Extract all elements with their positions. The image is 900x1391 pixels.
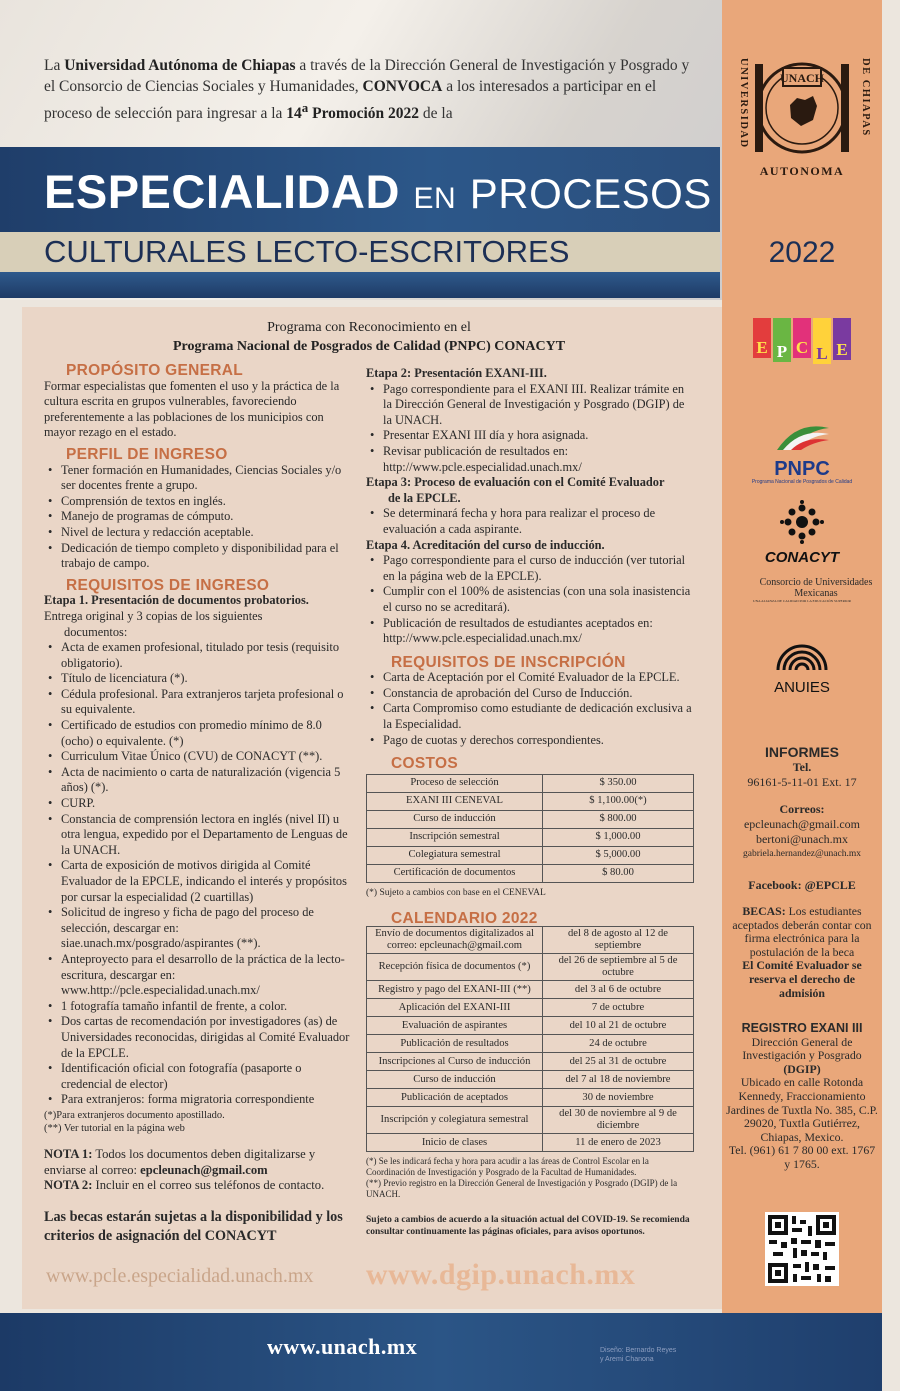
list-item: • Pago de cuotas y derechos correspondientes. <box>366 733 694 749</box>
footer-band <box>0 1313 882 1391</box>
list-item: • Revisar publicación de resultados en: http://www.pcle.especialidad.unach.mx/ <box>366 444 694 475</box>
list-item: • Identificación oficial con fotografía (pasaporte o credencial de elector) <box>44 1061 350 1092</box>
epcle-letter: C <box>793 318 811 358</box>
table-row: Proceso de selección $ 350.00 <box>367 774 694 792</box>
list-item: • Cédula profesional. Para extranjeros tarjeta profesional o su equivalente. <box>44 687 350 718</box>
table-row: Inscripción semestral $ 1,000.00 <box>367 828 694 846</box>
table-row: Curso de inducción del 7 al 18 de noviembre <box>367 1071 694 1089</box>
perfil-title: PERFIL DE INGRESO <box>66 445 228 463</box>
left-column <box>44 363 350 1246</box>
list-item: • Acta de examen profesional, titulado por tesis (requisito obligatorio). <box>44 640 350 671</box>
epcle-logo <box>726 318 878 364</box>
list-item: • Para extranjeros: forma migratoria correspondiente <box>44 1092 350 1108</box>
perfil-list <box>44 463 350 572</box>
etapa1-title: Etapa 1. Presentación de documentos probatorios. <box>44 593 309 608</box>
unach-logo <box>735 50 875 185</box>
calendario-note-2: (**) Previo registro en la Dirección General de Investigación y Posgrado (DGIP) de la UNACH. <box>366 1178 678 1200</box>
programa-reconocimiento: Programa con Reconocimiento en el Programa Nacional de Posgrados de Calidad (PNPC) CONACYT <box>172 320 566 354</box>
email-link[interactable]: bertoni@unach.mx <box>755 832 849 846</box>
requisitos-title: REQUISITOS DE INGRESO <box>66 576 270 594</box>
informes-section: INFORMES Tel. 96161-5-11-01 Ext. 17 Correos: epcleunach@gmail.com bertoni@unach.mx gabriela.hernandez@unach.mx Facebook: @EPCLE <box>726 745 878 893</box>
note-apostillado: (*)Para extranjeros documento apostillado. <box>44 1109 225 1121</box>
becas-section: BECAS: Los estudiantes aceptados deberán contar con firma electrónica para la postulación de la beca El Comité Evaluador se reserva el derecho de admisión <box>732 904 872 1000</box>
list-item: • Cumplir con el 100% de asistencias (con una sola inasistencia el curso no se acreditará). <box>366 584 694 615</box>
table-row: Publicación de resultados 24 de octubre <box>367 1035 694 1053</box>
title-band-bottom <box>0 272 720 298</box>
design-credit: Diseño: Bernardo Reyes y Aremi Chanona <box>600 1347 677 1363</box>
calendario-note-1: (*) Se les indicará fecha y hora para acudir a las áreas de Control Escolar en la Coordinación de Investigación y Posgrado de la Facultad de Humanidades. <box>366 1156 649 1178</box>
calendario-title: CALENDARIO 2022 <box>391 909 538 927</box>
list-item: • Carta de Aceptación por el Comité Evaluador de la EPCLE. <box>366 670 694 686</box>
epcle-letter: E <box>753 318 771 358</box>
costos-note: (*) Sujeto a cambios con base en el CENEVAL <box>366 887 546 898</box>
etapa3-title-2: de la EPCLE. <box>388 490 461 505</box>
proposito-title: PROPÓSITO GENERAL <box>66 362 244 379</box>
etapa3-title: Etapa 3: Proceso de evaluación con el Comité Evaluador <box>366 475 665 490</box>
list-item: • Curriculum Vitae Único (CVU) de CONACYT (**). <box>44 749 350 765</box>
anuies-logo: ANUIES <box>726 630 878 696</box>
list-item: • Acta de nacimiento o carta de naturalización (vigencia 5 años) (*). <box>44 765 350 796</box>
list-item: • Tener formación en Humanidades, Ciencias Sociales y/o ser docentes frente a grupo. <box>44 463 350 494</box>
table-row: Inscripción y colegiatura semestral del 30 de noviembre al 9 de diciembre <box>367 1107 694 1134</box>
list-item: • 1 fotografía tamaño infantil de frente, a color. <box>44 999 350 1015</box>
list-item: • Constancia de aprobación del Curso de Inducción. <box>366 686 694 702</box>
costos-table <box>366 774 694 883</box>
epcle-letter: E <box>833 318 851 360</box>
list-item: • Se determinará fecha y hora para realizar el proceso de evaluación a cada aspirante. <box>366 506 694 537</box>
list-item: • Presentar EXANI III día y hora asignada. <box>366 428 694 444</box>
costos-title: COSTOS <box>391 755 458 773</box>
anuies-arcs-icon <box>772 630 832 674</box>
nota-1: NOTA 1: Todos los documentos deben digitalizarse y enviarse al correo: epcleunach@gmail.com <box>44 1146 316 1177</box>
right-column <box>366 366 694 1238</box>
epcle-letter: L <box>813 318 831 364</box>
qr-code-icon[interactable] <box>765 1212 839 1286</box>
becas-message: Las becas estarán sujetas a la disponibilidad y los criterios de asignación del CONACYT <box>44 1208 343 1244</box>
page-subtitle: CULTURALES LECTO-ESCRITORES <box>44 234 570 269</box>
list-item: • Pago correspondiente para el EXANI III. Realizar trámite en la Dirección General de Investigación y Posgrado (DGIP) de la UNACH. <box>366 382 694 429</box>
table-row: EXANI III CENEVAL $ 1,100.00(*) <box>367 792 694 810</box>
list-item: • Manejo de programas de cómputo. <box>44 509 350 525</box>
table-row: Envío de documentos digitalizados al correo: epcleunach@gmail.com del 8 de agosto al 12 de septiembre <box>367 927 694 954</box>
logo-unach: UNACH <box>780 71 824 85</box>
table-row: Inscripciones al Curso de inducción del 25 al 31 de octubre <box>367 1053 694 1071</box>
list-item: • Publicación de resultados de estudiantes aceptados en: http://www.pcle.especialidad.unach.mx/ <box>366 616 694 647</box>
table-row: Curso de inducción $ 800.00 <box>367 810 694 828</box>
list-item: • Pago correspondiente para el curso de inducción (ver tutorial en la página web de la EPCLE). <box>366 553 694 584</box>
conacyt-logo: CONACYT <box>726 500 878 566</box>
calendario-table <box>366 926 694 1152</box>
table-row: Colegiatura semestral $ 5,000.00 <box>367 846 694 864</box>
facebook-link[interactable]: Facebook: @EPCLE <box>748 878 856 892</box>
etapa4-title: Etapa 4. Acreditación del curso de inducción. <box>366 537 605 552</box>
site-link-pcle[interactable]: www.pcle.especialidad.unach.mx <box>46 1265 314 1287</box>
list-item: • Certificado de estudios con promedio mínimo de 8.0 (ocho) o equivalente. (*) <box>44 718 350 749</box>
proposito-text: Formar especialistas que fomenten el uso y la práctica de la cultura escrita en grupos vulnerables, favoreciendo preferentemente a las poblaciones de los municipios con mayor rezago en el estado. <box>44 378 340 440</box>
consorcio-logo: Consorcio de Universidades Mexicanas UNA ALIANZA DE CALIDAD POR LA EDUCACIÓN SUPERIOR <box>753 577 873 603</box>
conacyt-dots-icon <box>778 500 826 544</box>
list-item: • Comprensión de textos en inglés. <box>44 494 350 510</box>
pnpc-logo: PNPC Programa Nacional de Posgrados de Calidad <box>726 420 878 485</box>
email-link[interactable]: gabriela.hernandez@unach.mx <box>743 849 861 859</box>
page-title: ESPECIALIDAD EN PROCESOS <box>44 165 712 218</box>
table-row: Recepción física de documentos (*) del 26 de septiembre al 5 de octubre <box>367 954 694 981</box>
etapa2-title: Etapa 2: Presentación EXANI-III. <box>366 366 547 380</box>
requisitos-list <box>44 640 350 1108</box>
nota-2: NOTA 2: Incluir en el correo sus teléfonos de contacto. <box>44 1178 325 1193</box>
list-item: • CURP. <box>44 796 350 812</box>
list-item: • Carta de exposición de motivos dirigida al Comité Evaluador de la EPCLE, indicando el interés y propósitos por cursar la especialidad (2 cuartillas) <box>44 858 350 905</box>
list-item: • Carta Compromiso como estudiante de dedicación exclusiva a la Especialidad. <box>366 701 694 732</box>
footer-site-link[interactable]: www.unach.mx <box>267 1334 418 1359</box>
list-item: • Título de licenciatura (*). <box>44 671 350 687</box>
entrega-text-2: documentos: <box>64 624 128 639</box>
logo-right-text: DE CHIAPAS <box>860 58 871 137</box>
table-row: Certificación de documentos $ 80.00 <box>367 864 694 882</box>
covid-note: Sujeto a cambios de acuerdo a la situación actual del COVID-19. Se recomienda consultar continuamente las páginas oficiales, para avisos oportunos. <box>366 1215 690 1238</box>
entrega-text: Entrega original y 3 copias de los siguientes <box>44 608 263 623</box>
table-row: Aplicación del EXANI-III 7 de octubre <box>367 999 694 1017</box>
note-tutorial: (**) Ver tutorial en la página web <box>44 1122 185 1134</box>
table-row: Publicación de aceptados 30 de noviembre <box>367 1089 694 1107</box>
list-item: • Solicitud de ingreso y ficha de pago del proceso de selección, descargar en: siae.unach.mx/posgrado/aspirantes (**). <box>44 905 350 952</box>
logo-left-text: UNIVERSIDAD <box>738 58 749 149</box>
list-item: • Anteproyecto para el desarrollo de la práctica de la lecto-escritura, descargar en: www.http://pcle.especialidad.unach.mx/ <box>44 952 350 999</box>
site-link-dgip[interactable]: www.dgip.unach.mx <box>366 1258 636 1291</box>
table-row: Inicio de clases 11 de enero de 2023 <box>367 1134 694 1152</box>
logo-bottom-text: AUTONOMA <box>759 164 845 178</box>
epcle-letter: P <box>773 318 791 362</box>
list-item: • Dos cartas de recomendación por investigadores (as) de Universidades reconocidas, dirigidas al Comité Evaluador de la EPCLE. <box>44 1014 350 1061</box>
list-item: • Dedicación de tiempo completo y disponibilidad para el trabajo de campo. <box>44 541 350 572</box>
inscripcion-title: REQUISITOS DE INSCRIPCIÓN <box>391 653 626 671</box>
year: 2022 <box>768 236 836 269</box>
list-item: • Nivel de lectura y redacción aceptable. <box>44 525 350 541</box>
registro-section: REGISTRO EXANI III Dirección General de Investigación y Posgrado (DGIP) Ubicado en calle Rotonda Kennedy, Fraccionamiento Jardines de Tuxtla No. 385, C.P. 29020, Tuxtla Gutiérrez, Chiapas, Mexico. Tel. (961) 61 7 80 00 ext. 1767 y 1765. <box>726 1021 878 1171</box>
pnpc-flag-icon <box>767 420 837 454</box>
intro-text: La Universidad Autónoma de Chiapas a través de la Dirección General de Investigación y Posgrado y el Consorcio de Ciencias Sociales y Humanidades, CONVOCA a los interesados a participar en el proceso de selección para ingresar a la 14$^a$ Promoción 2022 de la <box>44 57 690 123</box>
right-margin <box>882 0 900 1391</box>
table-row: Evaluación de aspirantes del 10 al 21 de octubre <box>367 1017 694 1035</box>
list-item: • Constancia de comprensión lectora en inglés (nivel II) u otra lengua, expedido por el Departamento de Lenguas de la UNACH. <box>44 812 350 859</box>
table-row: Registro y pago del EXANI-III (**) del 3 al 6 de octubre <box>367 981 694 999</box>
email-link[interactable]: epcleunach@gmail.com <box>743 817 860 831</box>
